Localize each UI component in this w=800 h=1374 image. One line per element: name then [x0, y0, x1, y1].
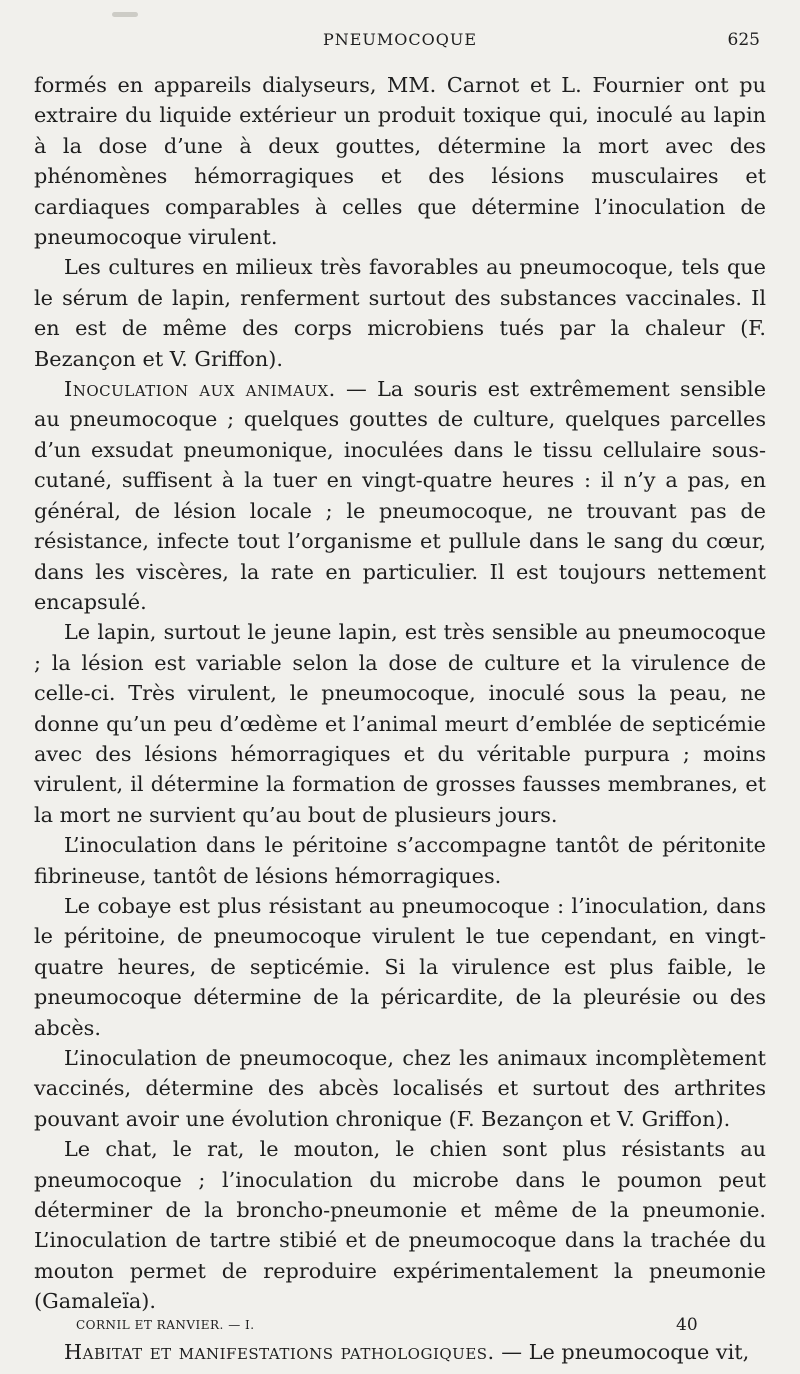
paragraph-text: — La souris est extrêmement sensible au pneumocoque ; quelques gouttes de culture, quelques parcelles d’un exsudat pneumonique, inoculées dans le tissu cellulaire sous-cutané, suffisent à la tuer en vingt-quatre heures : il n’y a pas, en général, de lésion locale ; le pneumocoque, ne trouvant pas de résistance, infecte tout l’organisme et pullule dans le sang du cœur, dans les viscères, la rate en particulier. Il est toujours nettement encapsulé.	[34, 377, 766, 614]
paragraph-text: — Le pneumocoque vit,	[494, 1339, 750, 1364]
paragraph: Les cultures en milieux très favorables au pneumocoque, tels que le sérum de lapin, renferment surtout des substances vaccinales. Il en est de même des corps microbiens tués par la chaleur (F. Bezançon et V. Griffon).	[34, 255, 766, 371]
page-header	[36, 30, 764, 56]
section-heading: Inoculation aux animaux.	[64, 377, 336, 402]
ink-smudge	[112, 12, 138, 17]
running-title: PNEUMOCOQUE	[322, 30, 478, 49]
paragraph: L’inoculation dans le péritoine s’accompagne tantôt de péritonite fibrineuse, tantôt de lésions hémorragiques.	[34, 833, 766, 888]
signature-mark: CORNIL ET RANVIER. — I.	[76, 1318, 255, 1332]
paragraph: L’inoculation de pneumocoque, chez les animaux incomplètement vaccinés, détermine des abcès localisés et surtout des arthrites pouvant avoir une évolution chronique (F. Bezançon et V. Griffon).	[34, 1046, 766, 1131]
paragraph: formés en appareils dialyseurs, MM. Carnot et L. Fournier ont pu extraire du liquide extérieur un produit toxique qui, inoculé au lapin à la dose d’une à deux gouttes, détermine la mort avec des phénomènes hémorragiques et des lésions musculaires et cardiaques comparables à celles que détermine l’inoculation de pneumocoque virulent.	[34, 73, 766, 250]
section-heading: Habitat et manifestations pathologiques.	[64, 1339, 495, 1364]
body-text	[34, 70, 766, 1367]
paragraph: Le chat, le rat, le mouton, le chien sont plus résistants au pneumocoque ; l’inoculation du microbe dans le poumon peut déterminer de la broncho-pneumonie et même de la pneumonie. L’inoculation de tartre stibié et de pneumocoque dans la trachée du mouton permet de reproduire expérimentalement la pneumonie (Gamaleïa).	[34, 1137, 766, 1314]
page-footer	[76, 1315, 716, 1342]
sheet-number: 40	[676, 1315, 698, 1335]
paragraph: Le cobaye est plus résistant au pneumocoque : l’inoculation, dans le péritoine, de pneumocoque virulent le tue cependant, en vingt-quatre heures, de septicémie. Si la virulence est plus faible, le pneumocoque détermine de la péricardite, de la pleurésie ou des abcès.	[34, 893, 766, 1040]
paragraph: Le lapin, surtout le jeune lapin, est très sensible au pneumocoque ; la lésion est variable selon la dose de culture et la virulence de celle-ci. Très virulent, le pneumocoque, inoculé sous la peau, ne donne qu’un peu d’œdème et l’animal meurt d’emblée de septicémie avec des lésions hémorragiques et du véritable purpura ; moins virulent, il détermine la formation de grosses fausses membranes, et la mort ne survient qu’au bout de plusieurs jours.	[34, 620, 766, 827]
paragraph	[34, 374, 766, 617]
page-number: 625	[727, 30, 760, 50]
